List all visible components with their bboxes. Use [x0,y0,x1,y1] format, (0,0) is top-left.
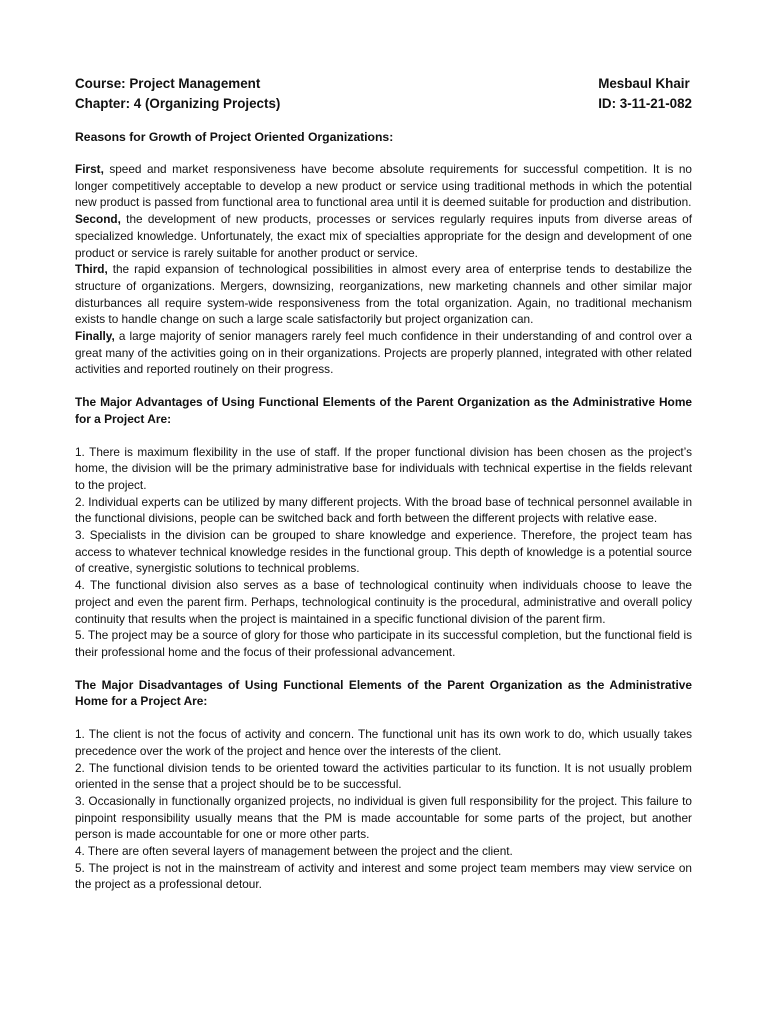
advantages-list [75,444,692,661]
growth-section [75,161,692,378]
growth-heading: Reasons for Growth of Project Oriented Organizations: [75,130,394,144]
list-item: 4. There are often several layers of management between the project and the client. [75,844,513,859]
disadvantages-list [75,726,692,893]
student-id: ID: 3-11-21-082 [598,96,692,111]
disadvantages-heading: The Major Disadvantages of Using Functional Elements of the Parent Organization as the Administrative Home for a Project Are: [75,677,692,709]
course-title: Course: Project Management [75,76,261,91]
course-info [75,74,280,114]
growth-paragraph: Third, the rapid expansion of technological possibilities in almost every area of enterprise tends to destabilize the structure of organizations. Mergers, downsizing, reorganizations, new marketing channels and other similar major disturbances all require system-wide responsiveness from the total organization. Again, no traditional mechanism exists to handle change on such a large scale satisfactorily but project organization can. [75,262,692,327]
chapter-title: Chapter: 4 (Organizing Projects) [75,96,281,111]
growth-paragraph: Second, the development of new products, processes or services regularly requires inputs from diverse areas of specialized knowledge. Unfortunately, the exact mix of specialties appropriate for the design and development of one product or service is rarely suitable for another product or service. [75,212,692,260]
list-item: 1. The client is not the focus of activity and concern. The functional unit has its own work to do, which usually takes precedence over the work of the project and hence over the interests of the client. [75,727,692,758]
list-item: 3. Specialists in the division can be grouped to share knowledge and experience. Therefore, the project team has access to whatever technical knowledge resides in the functional group. This depth of knowledge is a potential source of creative, synergistic solutions to technical problems. [75,528,692,576]
author-info [598,74,692,114]
list-item: 4. The functional division also serves as a base of technological continuity when individuals choose to leave the project and even the parent firm. Perhaps, technological continuity is the procedural, administrative and overall policy continuity that results when the project is maintained in a specific functional division of the parent firm. [75,578,692,626]
advantages-heading: The Major Advantages of Using Functional Elements of the Parent Organization as the Administrative Home for a Project Are: [75,395,692,426]
document-header [75,74,692,114]
list-item: 5. The project may be a source of glory for those who participate in its successful completion, but the functional field is their professional home and the focus of their professional advancement. [75,628,692,659]
list-item: 2. The functional division tends to be oriented toward the activities particular to its function. It is not usually problem oriented in the sense that a project should be to be successful. [75,760,692,792]
list-item: 3. Occasionally in functionally organized projects, no individual is given full responsibility for the project. This failure to pinpoint responsibility usually means that the PM is made accountable for some parts of the project, but another person is made accountable for one or more other parts. [75,793,692,842]
growth-paragraph: Finally, a large majority of senior managers rarely feel much confidence in their understanding of and control over a great many of the activities going on in their organizations. Projects are properly planned, integrated with other related activities and reported routinely on their progress. [75,329,692,377]
list-item: 1. There is maximum flexibility in the use of staff. If the proper functional division has been chosen as the project’s home, the division will be the primary administrative base for individuals with technical expertise in the fields relevant to the project. [75,444,692,492]
list-item: 5. The project is not in the mainstream of activity and interest and some project team members may view service on the project as a professional detour. [75,860,692,892]
list-item: 2. Individual experts can be utilized by many different projects. With the broad base of technical personnel available in the functional divisions, people can be switched back and forth between the different projects with relative ease. [75,494,692,526]
growth-paragraph: First, speed and market responsiveness have become absolute requirements for successful competition. It is no longer competitively acceptable to develop a new product or service using traditional methods in which the potential new product is passed from functional area to functional area until it is deemed suitable for production and distribution. [75,162,692,210]
author-name: Mesbaul Khair [598,76,690,91]
